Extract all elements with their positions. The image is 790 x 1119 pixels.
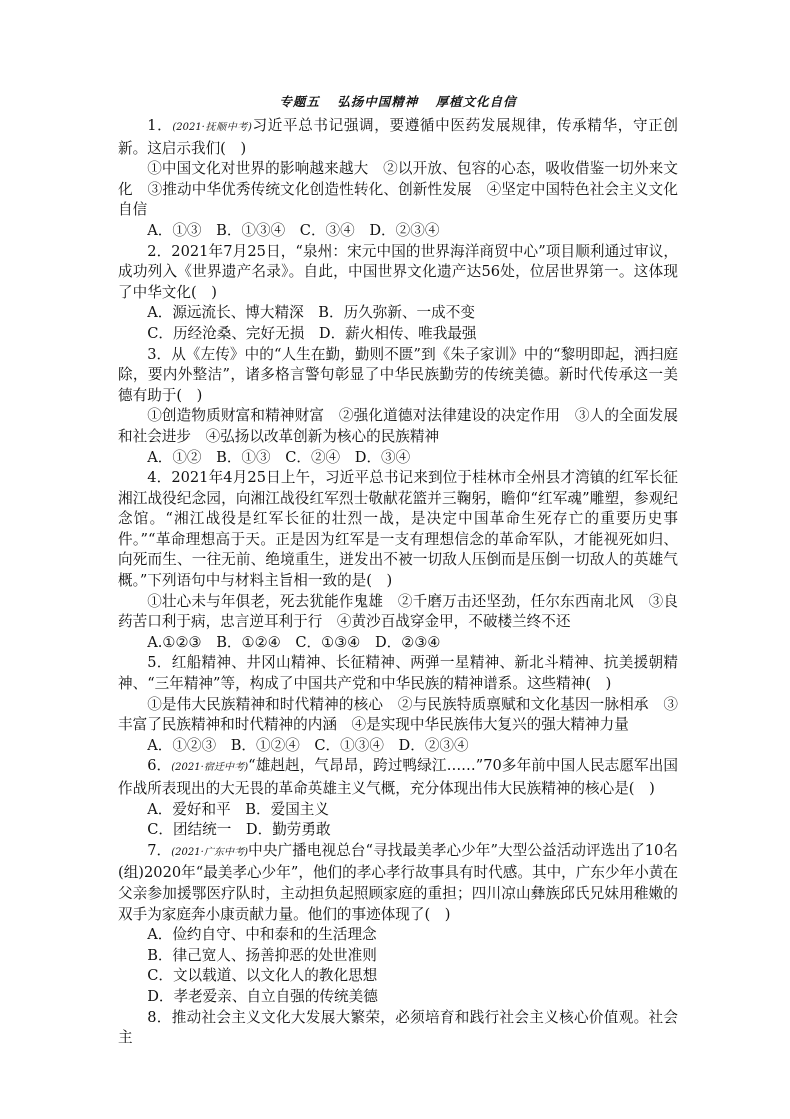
question-6: [118, 756, 678, 840]
question-6-choices-ab: A．爱好和平 B．爱国主义: [147, 800, 329, 818]
question-3-number: 3．: [147, 345, 172, 363]
question-7-stem: [118, 841, 678, 925]
question-5: [118, 653, 678, 756]
question-3-stem: [118, 345, 678, 407]
title-part-3: 厚植文化自信: [435, 94, 517, 109]
question-7-option-b: B．律己宽人、扬善抑恶的处世准则: [147, 946, 377, 964]
question-2: [118, 242, 678, 345]
question-1-text: 习近平总书记强调，要遵循中医药发展规律，传承精华，守正创新。这启示我们( ): [118, 117, 678, 157]
question-6-stem: [118, 756, 678, 799]
question-4-options: ①壮心未与年俱老，死去犹能作鬼雄 ②千磨万击还坚劲，任尔东西南北风 ③良药苦口利于病，忠言逆耳利于行 ④黄沙百战穿金甲，不破楼兰终不还: [118, 592, 678, 631]
question-3-options: ①创造物质财富和精神财富 ②强化道德对法律建设的决定作用 ③人的全面发展和社会进步 ④弘扬以改革创新为核心的民族精神: [118, 407, 678, 445]
document-page: [118, 92, 678, 1049]
question-7: [118, 841, 678, 1008]
question-1-choices: A．①③ B．①③④ C．③④ D．②③④: [147, 221, 440, 239]
question-4-number: 4．: [147, 469, 172, 487]
question-2-choices-cd: C．历经沧桑、完好无损 D．薪火相传、唯我最强: [147, 324, 477, 342]
question-7-option-c: C．文以载道、以文化人的教化思想: [147, 967, 378, 985]
question-5-options: ①是伟大民族精神和时代精神的核心 ②与民族特质禀赋和文化基因一脉相承 ③丰富了民族精神和时代精神的内涵 ④是实现中华民族伟大复兴的强大精神力量: [118, 695, 678, 734]
question-3-choices: A．①② B．①③ C．②④ D．③④: [147, 448, 411, 466]
question-6-choices-cd: C．团结统一 D．勤劳勇敢: [147, 821, 331, 839]
question-4-choices: A.①②③ B．①②④ C．①③④ D．②③④: [147, 633, 441, 651]
question-1-source: (2021·抚顺中考): [172, 122, 252, 133]
question-4: [118, 468, 678, 653]
question-1-options: ①中国文化对世界的影响越来越大 ②以开放、包容的心态，吸收借鉴一切外来文化 ③推动中华优秀传统文化创造性转化、创新性发展 ④坚定中国特色社会主义文化自信: [118, 160, 678, 219]
question-7-text: 中央广播电视总台“寻找最美孝心少年”大型公益活动评选出了10名(组)2020年“最美孝心少年”，他们的孝心孝行故事具有时代感。其中，广东少年小黄在父亲参加援鄂医疗队时，主动担负起照顾家庭的重担；四川凉山彝族邱氏兄妹用稚嫩的双手为家庭奔小康贡献力量。他们的事迹体现了( ): [118, 841, 678, 923]
title-part-1: 专题五: [279, 94, 320, 109]
question-2-number: 2．: [147, 242, 172, 260]
question-7-source: (2021·广东中考): [171, 846, 249, 858]
question-6-number: 6．: [147, 757, 172, 775]
question-7-option-a: A．俭约自守、中和泰和的生活理念: [147, 926, 377, 944]
question-5-choices: A．①②③ B．①②④ C．①③④ D．②③④: [147, 736, 469, 754]
question-5-number: 5．: [147, 654, 172, 672]
question-7-option-d: D．孝老爱亲、自立自强的传统美德: [147, 987, 378, 1005]
page-title: [118, 92, 678, 112]
question-5-stem: [118, 653, 678, 694]
question-7-number: 7．: [147, 841, 172, 859]
question-1-stem: [118, 116, 678, 159]
question-5-text: 红船精神、井冈山精神、长征精神、两弹一星精神、新北斗精神、抗美援朝精神、“三年精神”等，构成了中国共产党和中华民族的精神谱系。这些精神( ): [118, 654, 678, 693]
question-6-text: “雄赳赳，气昂昂，跨过鸭绿江……”70多年前中国人民志愿军出国作战所表现出的大无畏的革命英雄主义气概，充分体现出伟大民族精神的核心是( ): [118, 757, 678, 797]
question-8-text: 推动社会主义文化大发展大繁荣，必须培育和践行社会主义核心价值观。社会主: [118, 1008, 678, 1047]
question-6-source: (2021·宿迁中考): [171, 762, 249, 774]
question-3: [118, 345, 678, 469]
question-8: [118, 1008, 678, 1049]
question-1-number: 1．: [147, 117, 173, 134]
question-4-stem: [118, 468, 678, 592]
question-2-text: 2021年7月25日，“泉州：宋元中国的世界海洋商贸中心”项目顺利通过审议，成功列入《世界遗产名录》。自此，中国世界文化遗产达56处，位居世界第一。这体现了中华文化( ): [118, 242, 678, 301]
question-2-stem: [118, 242, 678, 304]
title-part-2: 弘扬中国精神: [337, 94, 419, 109]
question-3-text: 从《左传》中的“人生在勤，勤则不匮”到《朱子家训》中的“黎明即起，洒扫庭除，要内外整洁”，诸多格言警句彰显了中华民族勤劳的传统美德。新时代传承这一美德有助于( ): [118, 345, 678, 404]
question-4-text: 2021年4月25日上午，习近平总书记来到位于桂林市全州县才湾镇的红军长征湘江战役纪念园，向湘江战役红军烈士敬献花篮并三鞠躬，瞻仰“红军魂”雕塑，参观纪念馆。“湘江战役是红军长征的壮烈一战，是决定中国革命生死存亡的重要历史事件。”“革命理想高于天。正是因为红军是一支有理想信念的革命军队，才能视死如归、向死而生、一往无前、绝境重生，迸发出不被一切敌人压倒而是压倒一切敌人的英雄气概。”下列语句中与材料主旨相一致的是( ): [118, 469, 678, 590]
question-1: [118, 116, 678, 242]
question-8-number: 8．: [147, 1008, 172, 1026]
question-8-stem: [118, 1008, 678, 1049]
question-2-choices-ab: A．源远流长、博大精深 B．历久弥新、一成不变: [147, 304, 475, 322]
